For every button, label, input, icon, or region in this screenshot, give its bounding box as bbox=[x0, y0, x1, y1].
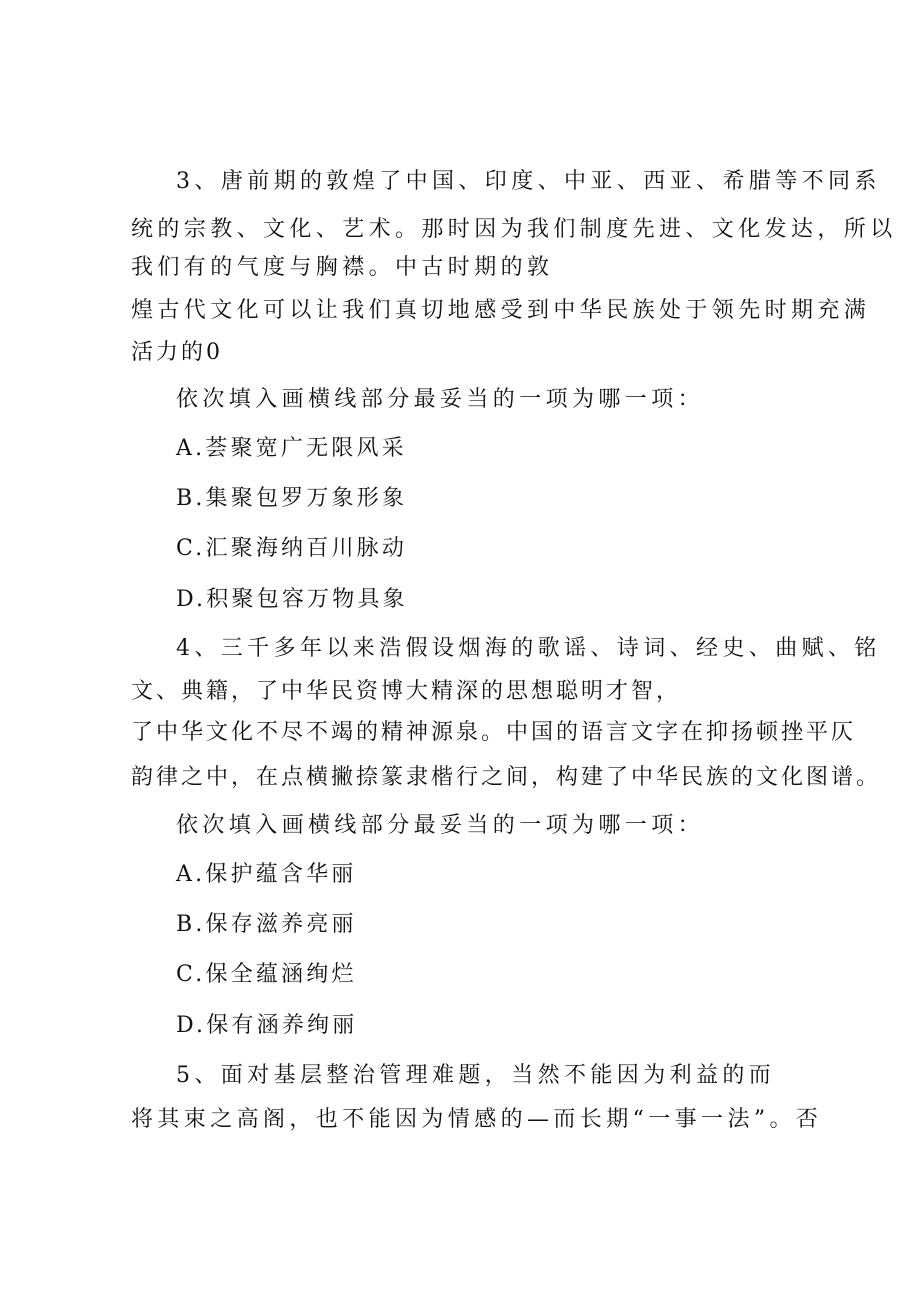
q3-line-3: 我们有的气度与胸襟。中古时期的敦 bbox=[131, 255, 554, 280]
q3-prompt: 依次填入画横线部分最妥当的一项为哪一项： bbox=[176, 387, 705, 412]
q4-option-c: C.保全蕴涵绚烂 bbox=[176, 962, 357, 987]
q3-option-b: B.集聚包罗万象形象 bbox=[176, 486, 408, 511]
q4-option-a: A.保护蕴含华丽 bbox=[176, 862, 357, 887]
q5-line-2: 将其束之高阁，也不能因为情感的—而长期“一事一法”。否 bbox=[131, 1107, 823, 1132]
q3-line-5: 活力的0 bbox=[131, 340, 223, 365]
q4-option-d: D.保有涵养绚丽 bbox=[176, 1013, 358, 1038]
q3-line-4: 煌古代文化可以让我们真切地感受到中华民族处于领先时期充满 bbox=[131, 298, 871, 323]
q3-line-1: 3、唐前期的敦煌了中国、印度、中亚、西亚、希腊等不同系 bbox=[176, 169, 881, 194]
q4-line-2: 文、典籍，了中华民资博大精深的思想聪明才智， bbox=[131, 679, 682, 704]
q4-option-b: B.保存滋养亮丽 bbox=[176, 912, 357, 937]
q3-option-c: C.汇聚海纳百川脉动 bbox=[176, 536, 408, 561]
q5-line-1: 5、面对基层整治管理难题，当然不能因为利益的而 bbox=[176, 1063, 776, 1088]
q3-line-2: 统的宗教、文化、艺术。那时因为我们制度先进、文化发达，所以 bbox=[131, 217, 897, 242]
q4-prompt: 依次填入画横线部分最妥当的一项为哪一项： bbox=[176, 813, 705, 838]
q3-option-a: A.荟聚宽广无限风采 bbox=[176, 436, 407, 461]
q4-line-3: 了中华文化不尽不竭的精神源泉。中国的语言文字在抑扬顿挫平仄 bbox=[131, 720, 857, 745]
q4-line-1: 4、三千多年以来浩假设烟海的歌谣、诗词、经史、曲赋、铭 bbox=[176, 636, 881, 661]
q4-line-4: 韵律之中，在点横撇捺篆隶楷行之间，构建了中华民族的文化图谱。 bbox=[131, 765, 882, 790]
q3-option-d: D.积聚包容万物具象 bbox=[176, 587, 408, 612]
